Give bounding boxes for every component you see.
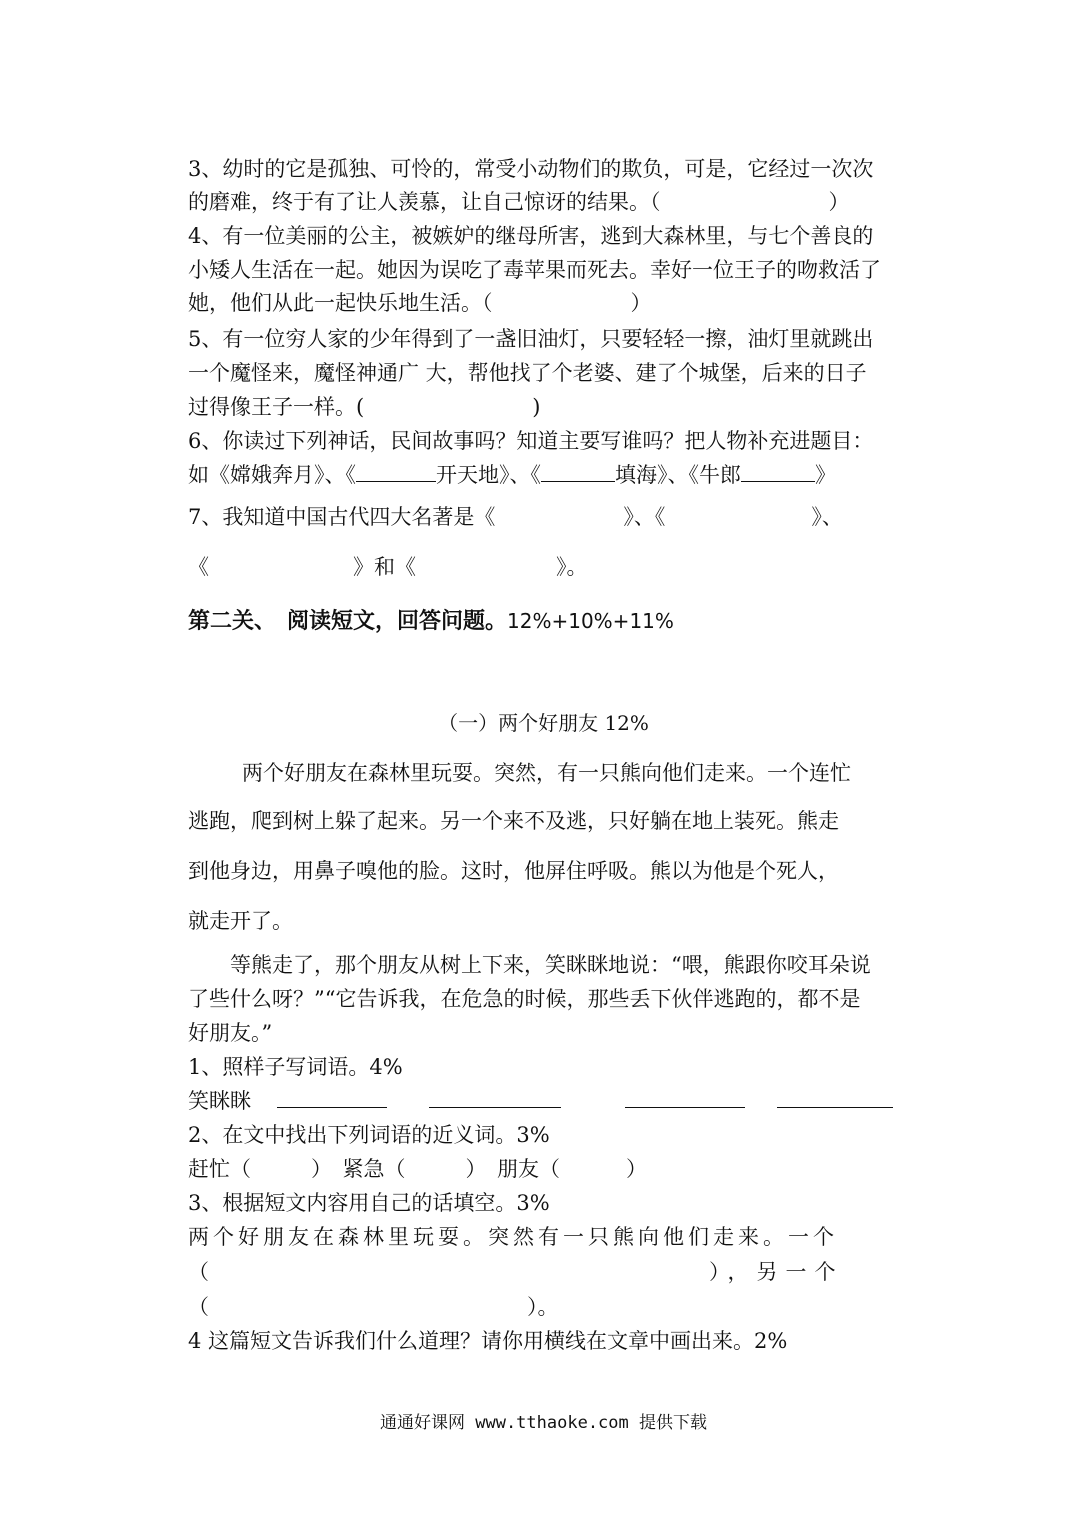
q7-line-1: 7、我知道中国古代四大名著是《 》、《 》、: [188, 505, 843, 529]
reading-q1-answers: 笑眯眯: [188, 1084, 904, 1118]
q1-blank-1[interactable]: [277, 1087, 387, 1108]
q6-blank-3[interactable]: [741, 461, 815, 482]
q5-line-2: 一个魔怪来，魔怪神通广 大，帮他找了个老婆、建了个城堡，后来的日子: [188, 361, 867, 385]
q1-blank-4[interactable]: [777, 1087, 893, 1108]
q6-line-1: 6、你读过下列神话，民间故事吗？知道主要写谁吗？把人物补充进题目：: [188, 429, 874, 453]
q5-line-3: 过得像王子一样。( ): [188, 395, 541, 419]
q4-line-2: 小矮人生活在一起。她因为误吃了毒苹果而死去。幸好一位王子的吻救活了: [188, 258, 881, 282]
passage-p2-line-3: 好朋友。”: [188, 1021, 273, 1045]
passage-p1-line-3: 到他身边，用鼻子嗅他的脸。这时，他屏住呼吸。熊以为他是个死人，: [188, 859, 839, 883]
passage-title: （一）两个好朋友 12%: [438, 711, 649, 735]
q3-line-1: 3、幼时的它是孤独、可怜的，常受小动物们的欺负，可是，它经过一次次: [188, 157, 874, 181]
passage-p1-line-1: 两个好朋友在森林里玩耍。突然，有一只熊向他们走来。一个连忙: [242, 761, 851, 785]
reading-q4: 4 这篇短文告诉我们什么道理？请你用横线在文章中画出来。2%: [188, 1329, 788, 1353]
q1-blank-2[interactable]: [429, 1087, 561, 1108]
reading-q3-line-2: （ ），另一个: [188, 1260, 844, 1284]
reading-q3-line-3: （ ）。: [188, 1295, 559, 1319]
page-footer: 通通好课网 www.tthaoke.com 提供下载: [380, 1413, 707, 1433]
passage-p2-line-2: 了些什么呀？”“它告诉我，在危急的时候，那些丢下伙伴逃跑的，都不是: [188, 987, 861, 1011]
q6-blank-2[interactable]: [541, 461, 615, 482]
passage-p1-line-4: 就走开了。: [188, 909, 293, 933]
reading-q2-answers: 赶忙（ ） 紧急（ ） 朋友（ ）: [188, 1157, 647, 1181]
section-2-heading: 第二关、 阅读短文，回答问题。12%+10%+11%: [188, 609, 674, 634]
passage-p2-line-1: 等熊走了，那个朋友从树上下来，笑眯眯地说：“喂，熊跟你咬耳朵说: [230, 953, 871, 977]
q6-line-2: 如《嫦娥奔月》、《 开天地》、《 填海》、《牛郎 》: [188, 463, 836, 487]
q3-line-2: 的磨难，终于有了让人羡慕，让自己惊讶的结果。（ ）: [188, 190, 850, 214]
passage-p1-line-2: 逃跑，爬到树上躲了起来。另一个来不及逃，只好躺在地上装死。熊走: [188, 809, 839, 833]
reading-q3: 3、根据短文内容用自己的话填空。3%: [188, 1191, 550, 1215]
reading-q2: 2、在文中找出下列词语的近义词。3%: [188, 1123, 550, 1147]
reading-q1: 1、照样子写词语。4%: [188, 1055, 403, 1079]
reading-q3-line-1: 两个好朋友在森林里玩耍。突然有一只熊向他们走来。一个: [188, 1225, 838, 1249]
q1-blank-3[interactable]: [625, 1087, 745, 1108]
q7-line-2: 《 》和《 》。: [188, 555, 588, 579]
q6-blank-1[interactable]: [356, 461, 436, 482]
q4-line-3: 她，他们从此一起快乐地生活。（ ）: [188, 291, 652, 315]
q5-line-1: 5、有一位穷人家的少年得到了一盏旧油灯，只要轻轻一擦，油灯里就跳出: [188, 327, 874, 351]
q4-line-1: 4、有一位美丽的公主，被嫉妒的继母所害，逃到大森林里，与七个善良的: [188, 224, 874, 248]
